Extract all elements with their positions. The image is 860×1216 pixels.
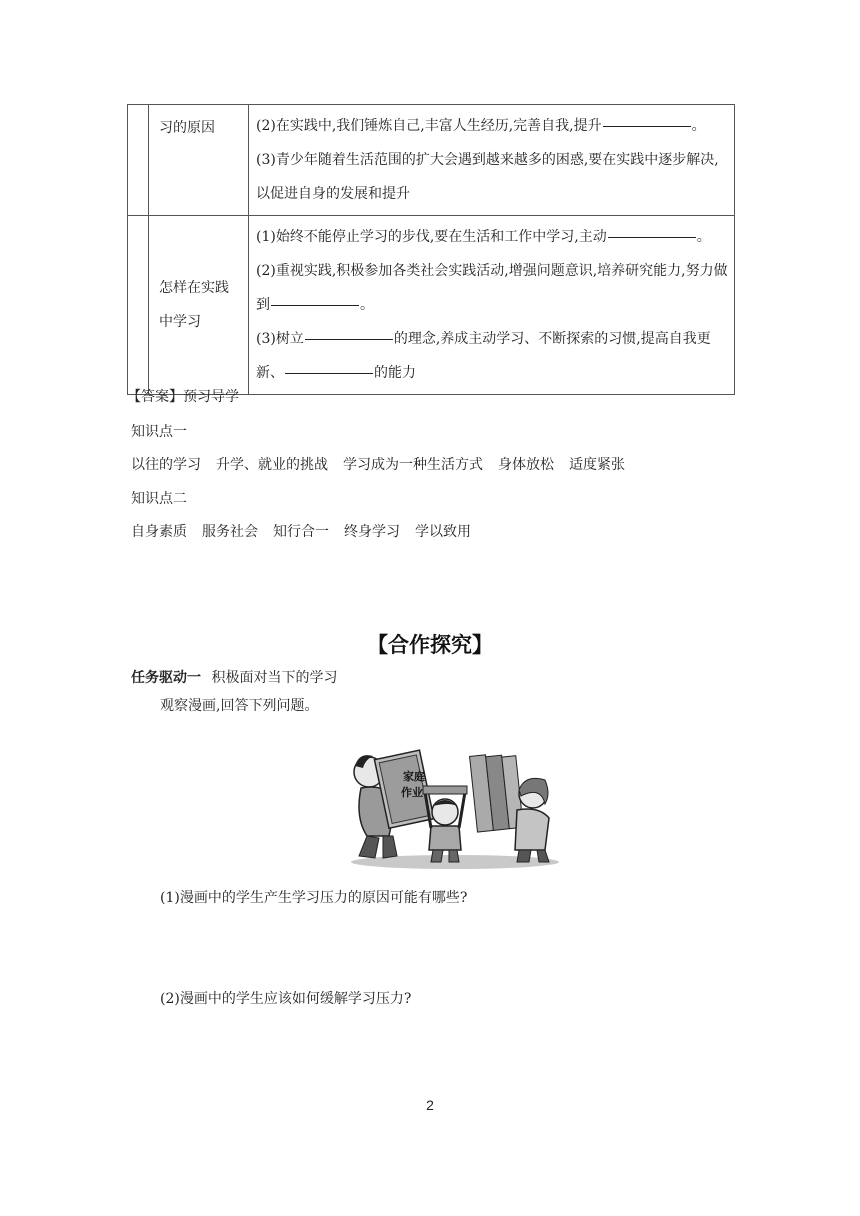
answer-item: 自身素质 — [131, 524, 187, 540]
cartoon-book-label: 家庭 — [403, 770, 425, 783]
table-item: (1)始终不能停止学习的步伐,要在生活和工作中学习,主动 。 — [256, 229, 711, 245]
answer-item: 学习成为一种生活方式 — [343, 457, 483, 473]
table-content-cell — [249, 216, 735, 395]
table-label-cell — [149, 105, 249, 216]
table-item: (3)青少年随着生活范围的扩大会遇到越来越多的困惑,要在实践中逐步解决,以促进自身的发展和提升 — [256, 152, 719, 202]
answer-item: 终身学习 — [344, 524, 400, 540]
table-item: (2)在实践中,我们锤炼自己,丰富人生经历,完善自我,提升 。 — [256, 118, 706, 134]
cartoon-book-label: 作业 — [401, 786, 423, 799]
fill-blank[interactable] — [271, 304, 359, 306]
task-title: 积极面对当下的学习 — [211, 670, 338, 686]
table-margin-cell — [128, 105, 149, 216]
question-1: (1)漫画中的学生产生学习压力的原因可能有哪些? — [160, 890, 468, 906]
fill-blank[interactable] — [608, 236, 696, 238]
table-item: (3)树立 的理念,养成主动学习、不断探索的习惯,提高自我更新、 的能力 — [256, 331, 711, 381]
kp1-answers — [131, 455, 640, 475]
fill-blank[interactable] — [285, 372, 373, 374]
answer-item: 知行合一 — [273, 524, 329, 540]
kp2-answers — [131, 522, 486, 542]
knowledge-table — [127, 104, 735, 395]
instruction: 观察漫画,回答下列问题。 — [160, 698, 319, 714]
table-label-cell — [149, 216, 249, 395]
section-title: 【合作探究】 — [367, 633, 493, 657]
table-margin-cell — [128, 216, 149, 395]
answer-item: 服务社会 — [202, 524, 258, 540]
answer-item: 身体放松 — [498, 457, 554, 473]
table-content-cell — [249, 105, 735, 216]
task-label: 任务驱动一 — [131, 670, 201, 686]
answer-item: 以往的学习 — [131, 457, 201, 473]
answer-item: 适度紧张 — [569, 457, 625, 473]
fill-blank[interactable] — [603, 125, 691, 127]
question-2: (2)漫画中的学生应该如何缓解学习压力? — [160, 991, 412, 1007]
table-item: (2)重视实践,积极参加各类社会实践活动,增强问题意识,培养研究能力,努力做到 。 — [256, 263, 728, 313]
row-label: 习的原因 — [159, 120, 215, 136]
answer-heading: 【答案】预习导学 — [127, 389, 239, 405]
fill-blank[interactable] — [305, 338, 393, 340]
kp2-title: 知识点二 — [131, 491, 187, 507]
kp1-title: 知识点一 — [131, 424, 187, 440]
row-label: 怎样在实践中学习 — [159, 280, 229, 330]
task-heading — [131, 667, 337, 687]
answer-item: 学以致用 — [415, 524, 471, 540]
cartoon-image — [345, 738, 565, 870]
page-number: 2 — [426, 1097, 434, 1113]
answer-item: 升学、就业的挑战 — [216, 457, 328, 473]
